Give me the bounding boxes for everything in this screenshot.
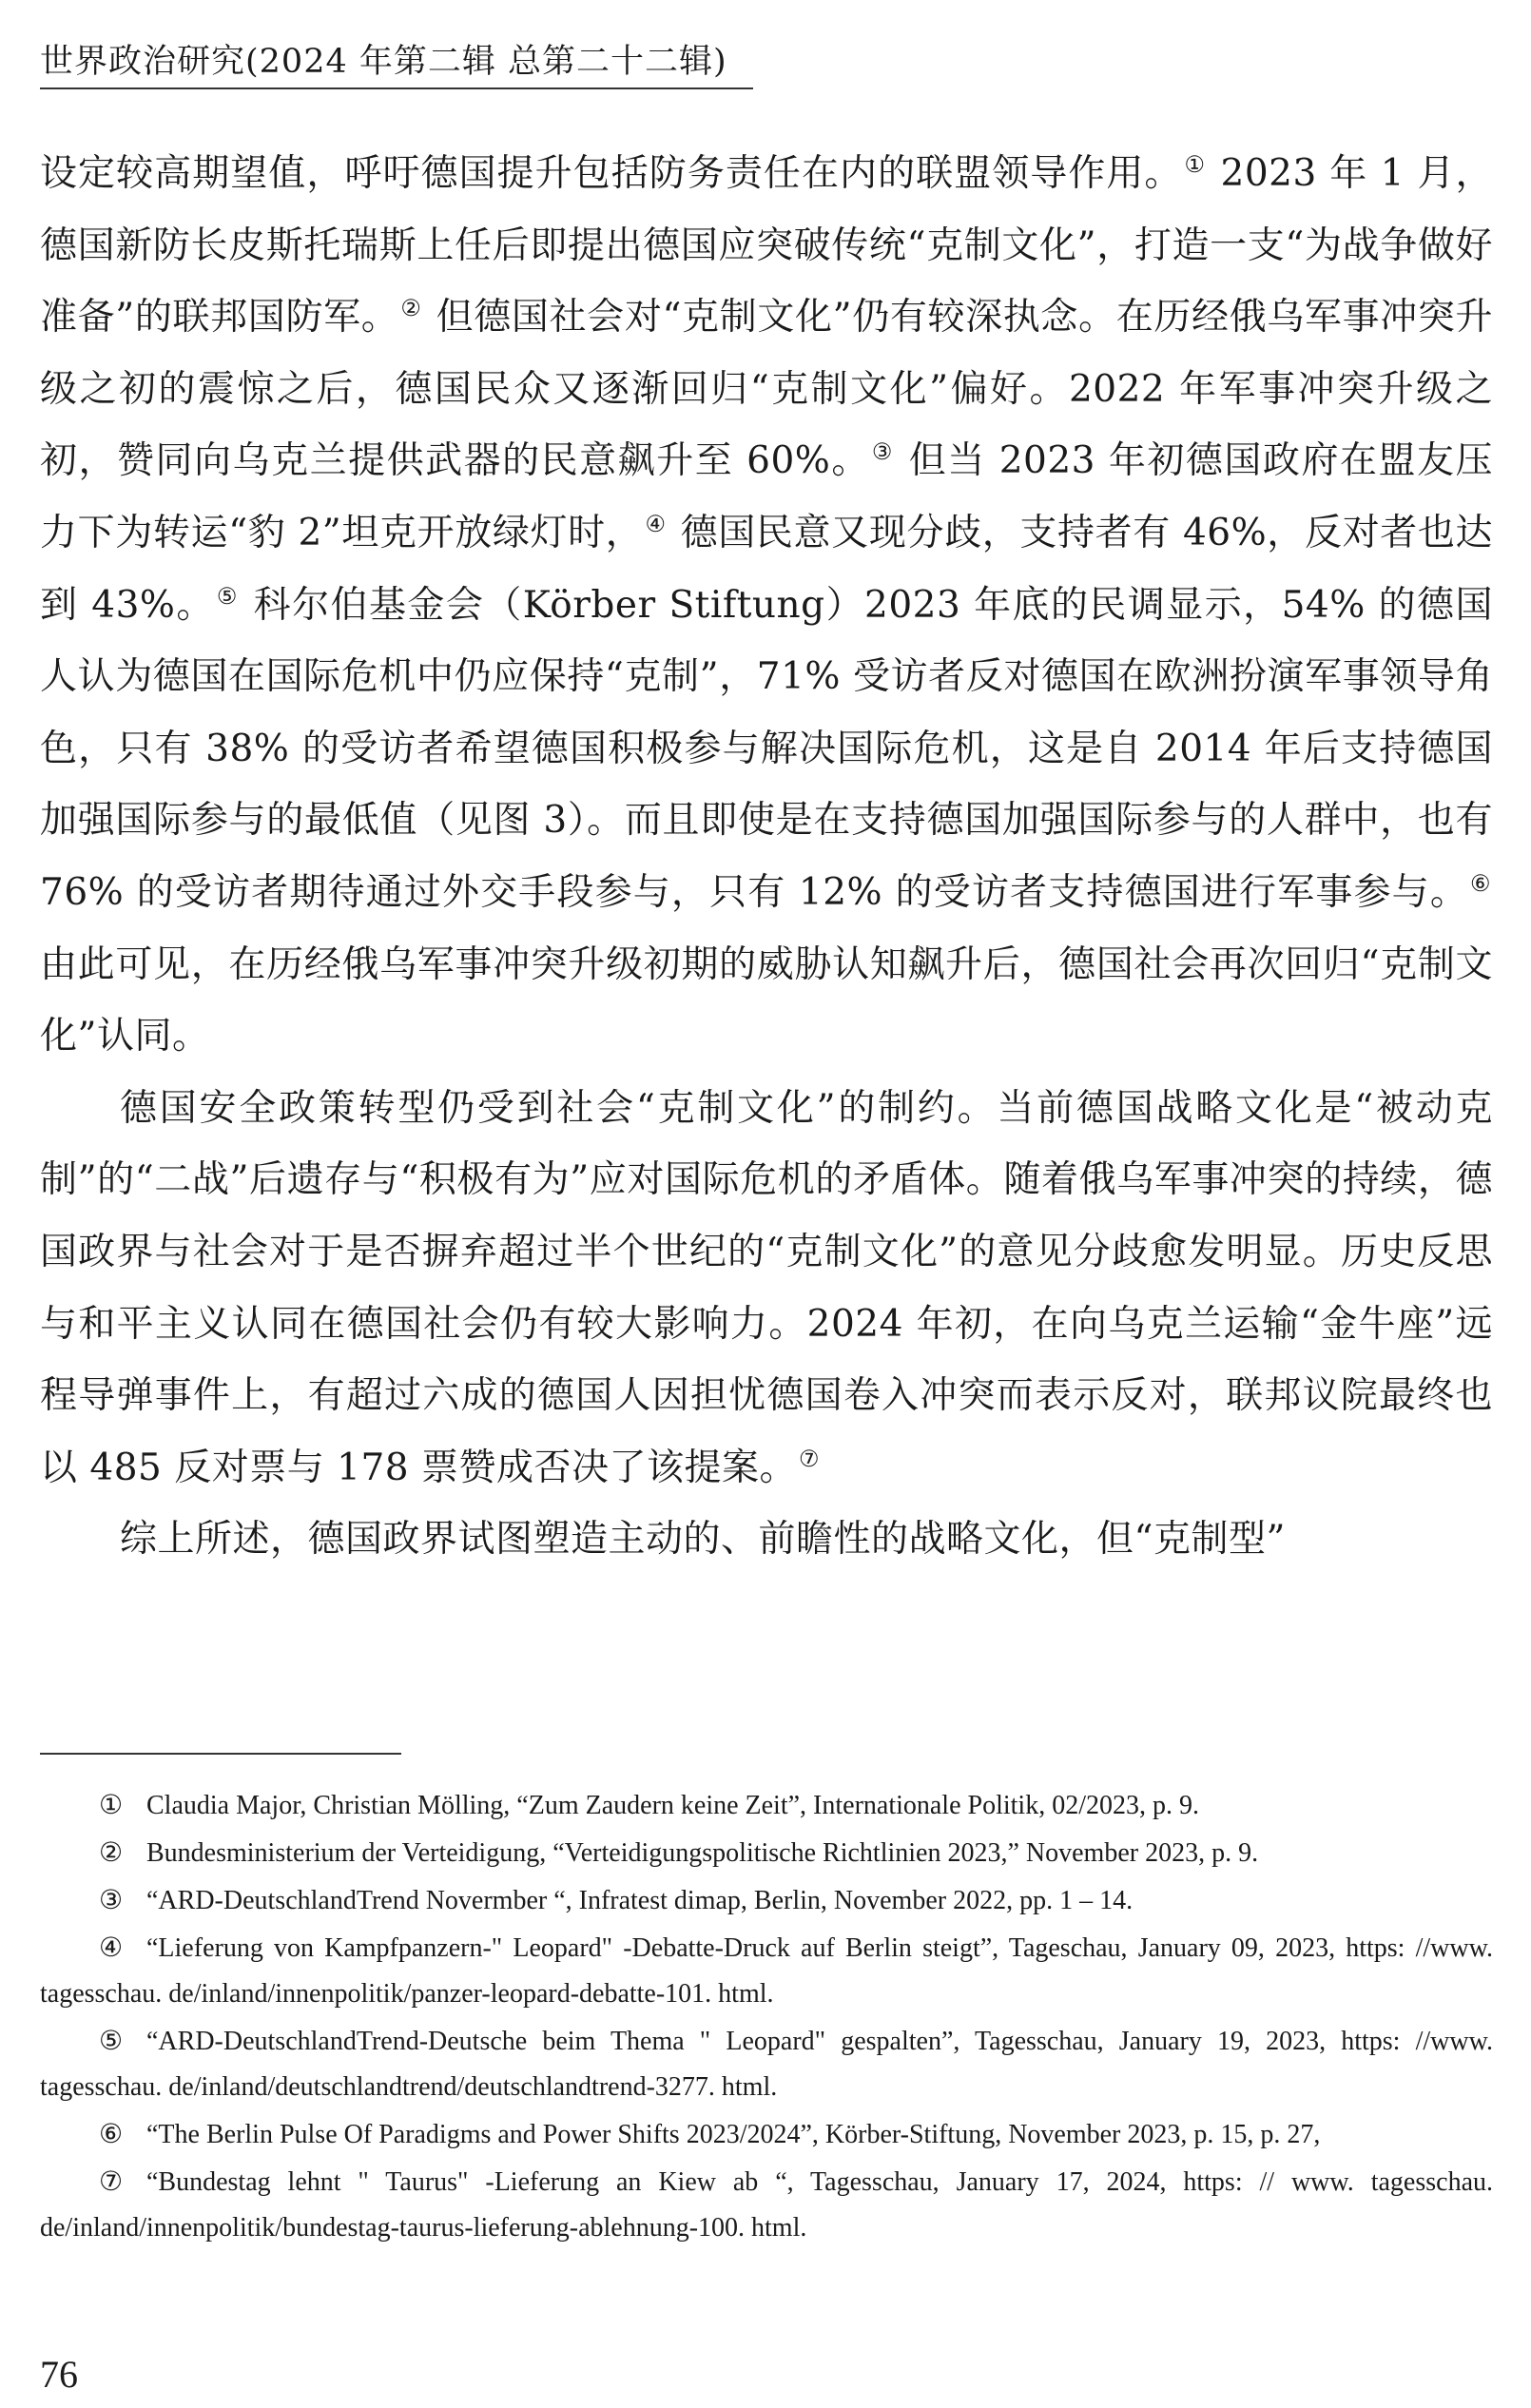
p1-text-3: 但德国社会对“克制文化”仍有较深执念。在历经俄乌军事冲突升级之初的震惊之后，德国民众又逐渐回归“克制文化”偏好。2022 年军事冲突升级之初，赞同向乌克兰提供武器的民意飙升至 60%。 (40, 296, 1494, 483)
paragraph-1 (40, 138, 1493, 1073)
footnote-text: “ARD-DeutschlandTrend Novermber “, Infratest dimap, Berlin, November 2022, pp. 1 – 14. (146, 1886, 1134, 1915)
footnote-divider (40, 1753, 401, 1755)
footnote-number: ② (99, 1838, 124, 1868)
footnote-number: ⑥ (99, 2120, 124, 2149)
header-divider (40, 87, 753, 89)
p1-text-6: 科尔伯基金会（Körber Stiftung）2023 年底的民调显示，54% 的德国人认为德国在国际危机中仍应保持“克制”，71% 受访者反对德国在欧洲扮演军事领导角色，只有 38% 的受访者希望德国积极参与解决国际危机，这是自 2014 年后支持德国加强国际参与的最低值（见图 3）。而且即使是在支持德国加强国际参与的人群中，也有 76% 的受访者期待通过外交手段参与，只有 12% 的受访者支持德国进行军事参与。 (40, 583, 1493, 914)
footnote-1 (40, 1783, 1493, 1829)
footnote-text: “ARD-DeutschlandTrend-Deutsche beim Thema " Leopard" gespalten”, Tagesschau, January 19, 2023, https: //www. tagesschau. de/inland/deutschlandtrend/deutschlandtrend-3277. html. (40, 2027, 1493, 2102)
footnote-ref-5[interactable]: ⑤ (216, 582, 239, 610)
main-body (40, 138, 1493, 1576)
footnote-5 (40, 2019, 1493, 2110)
footnote-3 (40, 1878, 1493, 1924)
footnote-ref-3[interactable]: ③ (871, 438, 894, 466)
footnote-ref-2[interactable]: ② (400, 295, 422, 322)
footnote-4 (40, 1926, 1493, 2017)
paragraph-3 (40, 1504, 1493, 1576)
footnote-number: ⑦ (99, 2167, 124, 2197)
paragraph-2 (40, 1073, 1493, 1505)
footnote-ref-6[interactable]: ⑥ (1469, 869, 1491, 897)
footnote-text: Bundesministerium der Verteidigung, “Verteidigungspolitische Richtlinien 2023,” November 2023, p. 9. (146, 1838, 1259, 1868)
footnote-text: “The Berlin Pulse Of Paradigms and Power Shifts 2023/2024”, Körber-Stiftung, November 2023, p. 15, p. 27, (146, 2120, 1321, 2149)
p1-text-1: 设定较高期望值，呼吁德国提升包括防务责任在内的联盟领导作用。 (40, 152, 1183, 195)
p2-text-1: 德国安全政策转型仍受到社会“克制文化”的制约。当前德国战略文化是“被动克制”的“二战”后遗存与“积极有为”应对国际危机的矛盾体。随着俄乌军事冲突的持续，德国政界与社会对于是否摒弃超过半个世纪的“克制文化”的意见分歧愈发明显。历史反思与和平主义认同在德国社会仍有较大影响力。2024 年初，在向乌克兰运输“金牛座”远程导弹事件上，有超过六成的德国人因担忧德国卷入冲突而表示反对，联邦议院最终也以 485 反对票与 178 票赞成否决了该提案。 (40, 1086, 1493, 1489)
footnote-number: ⑤ (99, 2027, 124, 2056)
footnote-number: ① (99, 1791, 124, 1820)
p1-text-7: 由此可见，在历经俄乌军事冲突升级初期的威胁认知飙升后，德国社会再次回归“克制文化”认同。 (40, 942, 1493, 1058)
footnote-6 (40, 2112, 1493, 2158)
footnote-text: “Lieferung von Kampfpanzern-" Leopard" -Debatte-Druck auf Berlin steigt”, Tageschau, January 09, 2023, https: //www. tagesschau. de/inland/innenpolitik/panzer-leopard-debatte-101. html. (40, 1933, 1493, 2009)
footnote-ref-4[interactable]: ④ (645, 510, 667, 537)
footnotes (40, 1783, 1493, 2253)
page-number: 76 (40, 2353, 78, 2396)
p1-text-4: 但当 2023 年初德国政府在盟友压力下为转运“豹 2”坦克开放绿灯时， (40, 439, 1493, 554)
footnote-number: ④ (99, 1933, 124, 1963)
footnote-7 (40, 2160, 1493, 2251)
footnote-number: ③ (99, 1886, 124, 1915)
running-header: 世界政治研究(2024 年第二辑 总第二十二辑) (40, 43, 727, 81)
footnote-ref-7[interactable]: ⑦ (798, 1445, 820, 1472)
p3-text-1: 综上所述，德国政界试图塑造主动的、前瞻性的战略文化，但“克制型” (120, 1518, 1286, 1562)
footnote-text: Claudia Major, Christian Mölling, “Zum Zaudern keine Zeit”, Internationale Politik, 02/2023, p. 9. (146, 1791, 1199, 1820)
p1-text-5: 德国民意又现分歧，支持者有 46%，反对者也达到 43%。 (40, 511, 1493, 627)
footnote-text: “Bundestag lehnt " Taurus" -Lieferung an Kiew ab “, Tagesschau, January 17, 2024, https: // www. tagesschau. de/inland/innenpolitik/bundestag-taurus-lieferung-ablehnung-100. html. (40, 2167, 1493, 2243)
footnote-2 (40, 1831, 1493, 1876)
footnote-ref-1[interactable]: ① (1184, 151, 1207, 178)
p1-text-2: 2023 年 1 月，德国新防长皮斯托瑞斯上任后即提出德国应突破传统“克制文化”，打造一支“为战争做好准备”的联邦国防军。 (40, 152, 1494, 340)
